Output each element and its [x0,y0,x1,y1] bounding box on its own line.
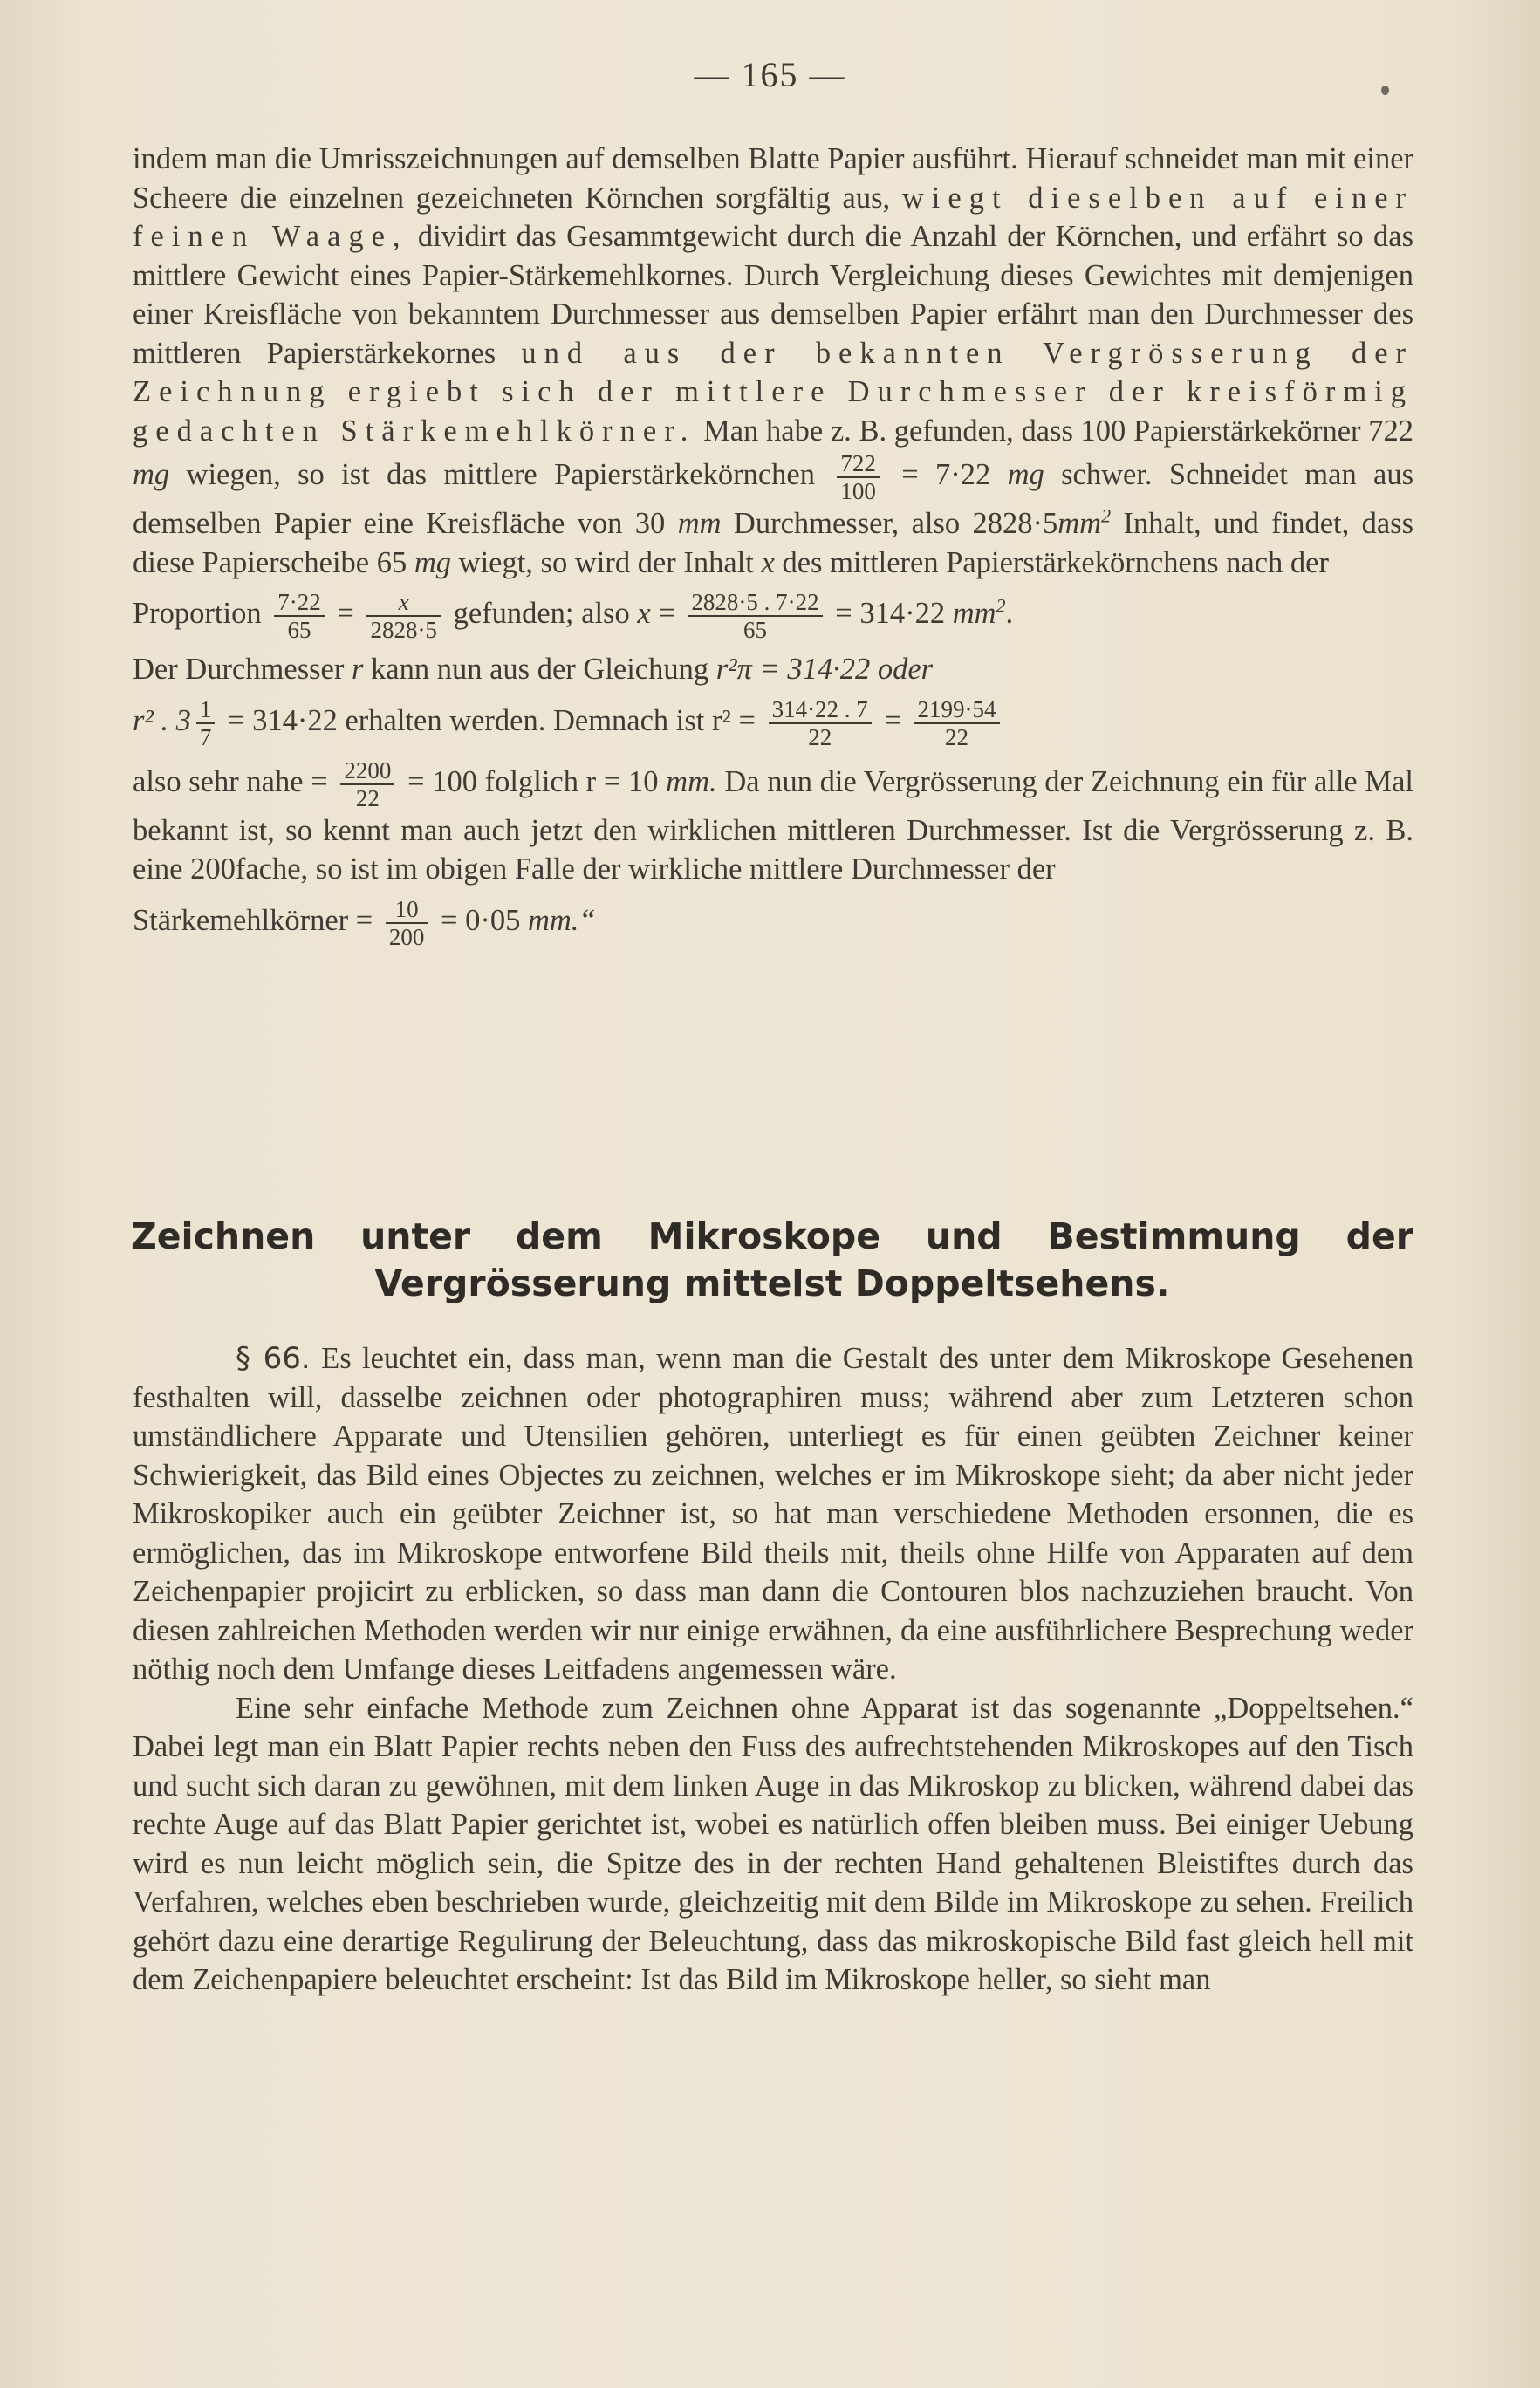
equation-radius: r² . 3 $\frac{1}{7}$ = 314·22 erhalten werden. Demnach ist r² = $\frac{314\cdot 22 . 7}{22}$ = $\frac{2199\cdot 54}{22}$ [133,696,1413,750]
spaced-emphasis: und aus der bekannten Vergrösserung der Zeichnung ergiebt sich der mittlere Durchmesser der kreisförmig gedachten Stärkemehlkörner. [133,336,1413,448]
equation-final: Stärkemehlkörner = $\frac{10}{200}$ = 0·05 mm.“ [133,895,596,950]
section-number: § 66. [236,1341,311,1376]
paragraph-doppeltsehen: Eine sehr einfache Methode zum Zeichnen ohne Apparat ist das sogenannte „Doppeltsehen.“ Dabei legt man ein Blatt Papier rechts neben den Fuss des aufrechtstehenden Mikroskopes auf den Tisch und sucht sich daran zu gewöhnen, mit dem linken Auge in das Mikroskop zu blicken, während dabei das rechte Auge auf das Blatt Papier gerichtet ist, wobei es natürlich offen bleiben muss. Bei einiger Uebung wird es nun leicht möglich sein, die Spitze des in der rechten Hand gehaltenen Bleistiftes durch das Verfahren, welches eben beschrieben wurde, gleichzeitig mit dem Bilde im Mikroskope zu sehen. Freilich gehört dazu eine derartige Regulirung der Beleuchtung, dass das mikroskopische Bild fast gleich hell mit dem Zeichenpapiere beleuchtet erscheint: Ist das Bild im Mikroskope heller, so sieht man [133,1691,1413,1996]
section-heading [131,1213,1413,1307]
paragraph-weighing: indem man die Umrisszeichnungen auf demselben Blatte Papier ausführt. Hierauf schneidet man mit einer Scheere die einzelnen gezeichneten Körnchen sorgfältig aus, wiegt dieselben auf einer feinen Waage, dividirt das Gesammtgewicht durch die Anzahl der Körnchen, und erfährt so das mittlere Gewicht eines Papier-Stärkemehlkornes. Durch Vergleichung dieses Gewichtes mit demjenigen einer Kreisfläche von bekanntem Durchmesser aus demselben Papier erfährt man den Durchmesser des mittleren Papierstärkekornes und aus der bekannten Vergrösserung der Zeichnung ergiebt sich der mittlere Durchmesser der kreisförmig gedachten Stärkemehlkörner. Man habe z. B. gefunden, dass 100 Papierstärkekörner 722 mg wiegen, so ist das mittlere Papierstärkekörnchen $\frac{722}{100}$ = 7·22 mg schwer. Schneidet man aus demselben Papier eine Kreisfläche von 30 mm Durchmesser, also $2828\cdot 5mm^2$ Inhalt, und findet, dass diese Papierscheibe 65 mg wiegt, so wird der Inhalt x des mittleren Papierstärkekörnchens nach der [133,142,1414,579]
heading-line-2: Vergrösserung mittelst Doppeltsehens. [374,1262,1170,1304]
ink-speck [1381,86,1389,95]
paragraph-diameter: Der Durchmesser r kann nun aus der Gleichung r²π = 314·22 oder [133,653,934,686]
page-number: — 165 — [694,55,846,94]
fraction-10-200: $\frac{10}{200}$ [386,896,428,950]
fraction-product-65: $\frac{2828\cdot 5 . 7\cdot 22}{65}$ [688,589,822,643]
paragraph-section-66: § 66. Es leuchtet ein, dass man, wenn man die Gestalt des unter dem Mikroskope Gesehenen festhalten will, dasselbe zeichnen oder photographiren muss; während aber zum Letzteren schon umständlichere Apparate und Utensilien gehören, unterliegt es für einen geübten Zeichner keiner Schwierigkeit, das Bild eines Objectes zu zeichnen, welches er im Mikroskope sieht; da aber nicht jeder Mikroskopiker auch ein geübter Zeichner ist, so hat man verschiedene Methoden ersonnen, die es ermöglichen, das im Mikroskope entworfene Bild theils mit, theils ohne Hilfe von Apparaten auf dem Zeichenpapier projicirt zu erblicken, so dass man dann die Contouren blos nachzuziehen braucht. Von diesen zahlreichen Methoden werden wir nur einige erwähnen, da eine ausführlichere Besprechung weder nöthig noch dem Umfange dieses Leitfadens angemessen wäre. [133,1341,1413,1686]
text-block-top [133,140,1413,957]
equation-proportion: Proportion $\frac{7\cdot 22}{65}$ = $\frac{x}{2828\cdot 5}$ gefunden; also x = $\frac{2828\cdot 5 . 7\cdot 22}{65}$ = 314·22 $mm^2$. [133,589,1014,643]
fraction-722-100: $\frac{722}{100}$ [837,450,880,504]
paragraph-result: also sehr nahe = $\frac{2200}{22}$ = 100 folglich r = 10 mm. Da nun die Vergrösserung der Zeichnung ein für alle Mal bekannt ist, so kennt man auch jetzt den wirklichen mittleren Durchmesser. Ist die Vergrösserung z. B. eine 200fache, so ist im obigen Falle der wirkliche mittlere Durchmesser der [133,756,1414,886]
fraction-722-65: $\frac{7\cdot 22}{65}$ [274,589,325,643]
fraction-x-28285: $\frac{x}{2828\cdot 5}$ [366,589,441,643]
fraction-2200-22: $\frac{2200}{22}$ [340,757,394,811]
fraction-219954-22: $\frac{2199\cdot 54}{22}$ [914,696,1000,750]
spaced-emphasis: wiegt dieselben auf einer feinen Waage, [133,181,1414,253]
heading-line-1: Zeichnen unter dem Mikroskope und Bestimmung der [131,1215,1413,1257]
fraction-31422x7-22: $\frac{314\cdot 22 . 7}{22}$ [769,696,872,750]
fraction-1-7: $\frac{1}{7}$ [196,696,216,750]
text-block-bottom [133,1339,1413,2000]
